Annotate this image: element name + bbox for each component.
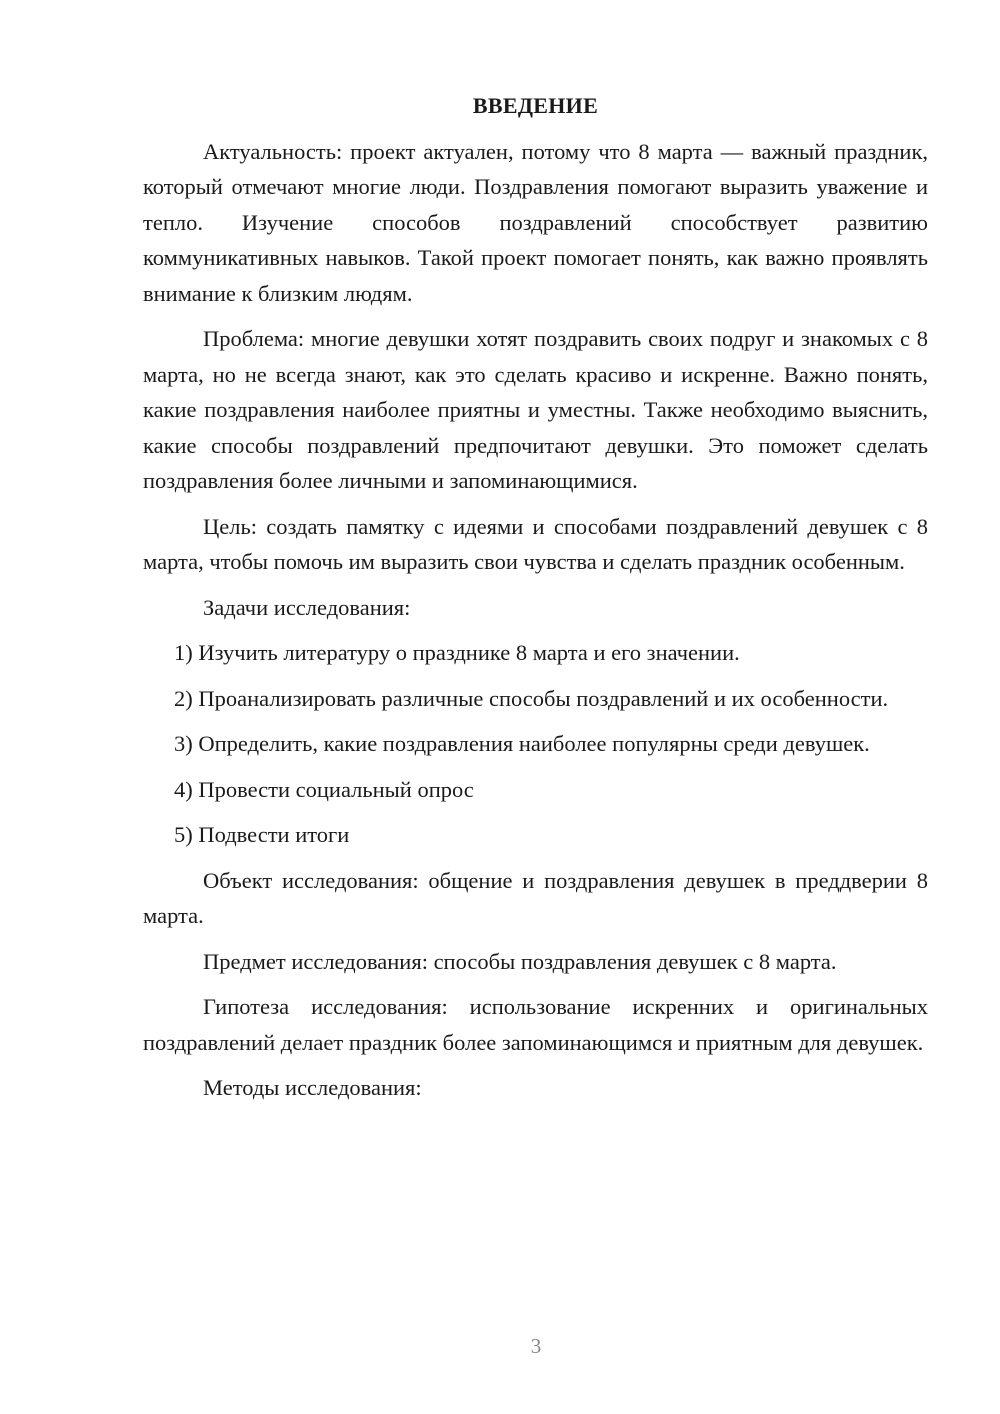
task-item-5: 5) Подвести итоги xyxy=(174,822,350,847)
task-item-3: 3) Определить, какие поздравления наиболее популярны среди девушек. xyxy=(174,731,870,756)
methods-heading: Методы исследования: xyxy=(203,1075,422,1100)
section-title: ВВЕДЕНИЕ xyxy=(472,93,599,118)
problem-paragraph: Проблема: многие девушки хотят поздравить своих подруг и знакомых с 8 марта, но не всегда знают, как это сделать красиво и искренне. Важно понять, какие поздравления наиболее приятны и уместны. Также необходимо выяснить, какие способы поздравлений предпочитают девушки. Это поможет сделать поздравления более личными и запоминающимися. xyxy=(143,326,928,493)
hypothesis-paragraph: Гипотеза исследования: использование искренних и оригинальных поздравлений делает праздник более запоминающимся и приятным для девушек. xyxy=(143,994,928,1055)
relevance-paragraph: Актуальность: проект актуален, потому что 8 марта — важный праздник, который отмечают многие люди. Поздравления помогают выразить уважение и тепло. Изучение способов поздравлений способствует развитию коммуникативных навыков. Такой проект помогает понять, как важно проявлять внимание к близким людям. xyxy=(143,138,928,306)
task-item-4: 4) Провести социальный опрос xyxy=(174,776,474,802)
subject-paragraph: Предмет исследования: способы поздравления девушек с 8 марта. xyxy=(203,948,837,974)
document-body xyxy=(143,88,928,1106)
tasks-heading: Задачи исследования: xyxy=(203,594,411,620)
page-number: 3 xyxy=(530,1334,542,1358)
object-paragraph: Объект исследования: общение и поздравления девушек в преддверии 8 марта. xyxy=(143,867,928,928)
goal-paragraph: Цель: создать памятку с идеями и способами поздравлений девушек с 8 марта, чтобы помочь им выразить свои чувства и сделать праздник особенным. xyxy=(143,513,928,574)
task-item-1: 1) Изучить литературу о празднике 8 марта и его значении. xyxy=(174,640,740,665)
task-item-2: 2) Проанализировать различные способы поздравлений и их особенности. xyxy=(174,685,889,711)
